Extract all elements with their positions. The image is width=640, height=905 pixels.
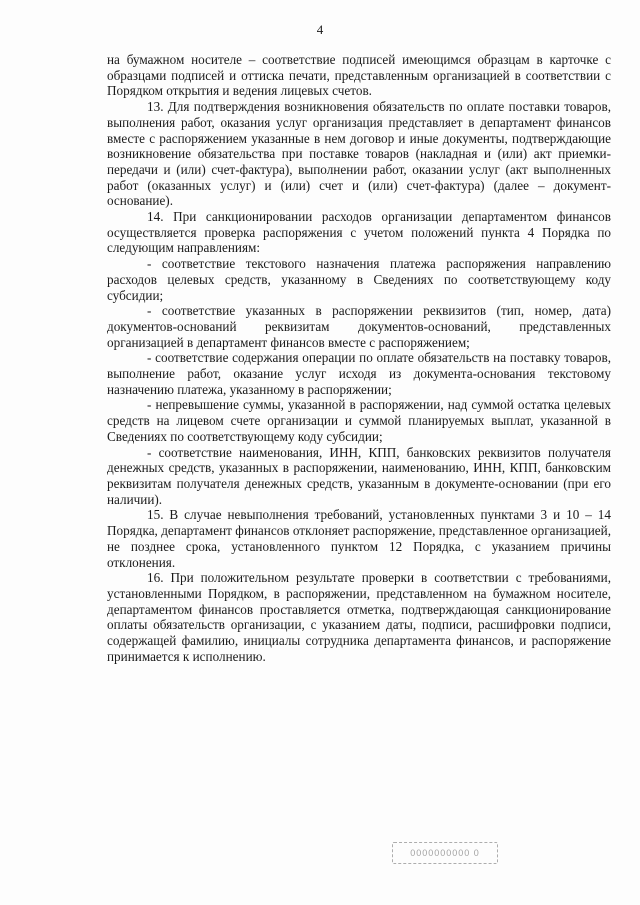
paragraph-13: 13. Для подтверждения возникновения обязательств по оплате поставки товаров, выполнения работ, оказания услуг организация представляет в департамент финансов вместе с распоряжением указанные в нем договор и иные документы, подтверждающие возникновение обязательства при поставке товаров (накладная и (или) акт приемки-передачи и (или) счет-фактура), выполнении работ, оказании услуг (акт выполненных работ (оказанных услуг) и (или) счет и (или) счет-фактура) (далее – документ-основание). (107, 99, 611, 209)
registration-stamp: 0000000000 0 (392, 842, 498, 864)
paragraph-14-item-1: - соответствие текстового назначения платежа распоряжения направлению расходов целевых средств, указанному в Сведениях по соответствующему коду субсидии; (107, 256, 611, 303)
page-number: 4 (316, 22, 324, 37)
paragraph-16: 16. При положительном результате проверки в соответствии с требованиями, установленными Порядком, в распоряжении, представленном на бумажном носителе, департаментом финансов проставляется отметка, подтверждающая санкционирование оплаты обязательств организации, с указанием даты, подписи, расшифровки подписи, содержащей фамилию, инициалы сотрудника департамента финансов, и распоряжение принимается к исполнению. (107, 570, 611, 664)
document-body (107, 52, 611, 664)
paragraph-15: 15. В случае невыполнения требований, установленных пунктами 3 и 10 – 14 Порядка, департамент финансов отклоняет распоряжение, представленное организацией, не позднее срока, установленного пунктом 12 Порядка, с указанием причины отклонения. (107, 507, 611, 570)
paragraph-14-item-2: - соответствие указанных в распоряжении реквизитов (тип, номер, дата) документов-оснований реквизитам документов-оснований, представленных организацией в департамент финансов вместе с распоряжением; (107, 303, 611, 350)
paragraph-continuation: на бумажном носителе – соответствие подписей имеющимся образцам в карточке с образцами подписей и оттиска печати, представленным организацией в соответствии с Порядком открытия и ведения лицевых счетов. (107, 52, 611, 99)
paragraph-14-item-4: - непревышение суммы, указанной в распоряжении, над суммой остатка целевых средств на лицевом счете организации и суммой планируемых выплат, указанной в Сведениях по соответствующему коду субсидии; (107, 397, 611, 444)
paragraph-14: 14. При санкционировании расходов организации департаментом финансов осуществляется проверка распоряжения с учетом положений пункта 4 Порядка по следующим направлениям: (107, 209, 611, 256)
paragraph-14-item-5: - соответствие наименования, ИНН, КПП, банковских реквизитов получателя денежных средств, указанных в распоряжении, наименованию, ИНН, КПП, банковским реквизитам получателя денежных средств, указанным в документе-основании (при его наличии). (107, 444, 611, 507)
paragraph-14-item-3: - соответствие содержания операции по оплате обязательств на поставку товаров, выполнение работ, оказание услуг исходя из документа-основания текстовому назначению платежа, указанному в распоряжении; (107, 350, 611, 397)
